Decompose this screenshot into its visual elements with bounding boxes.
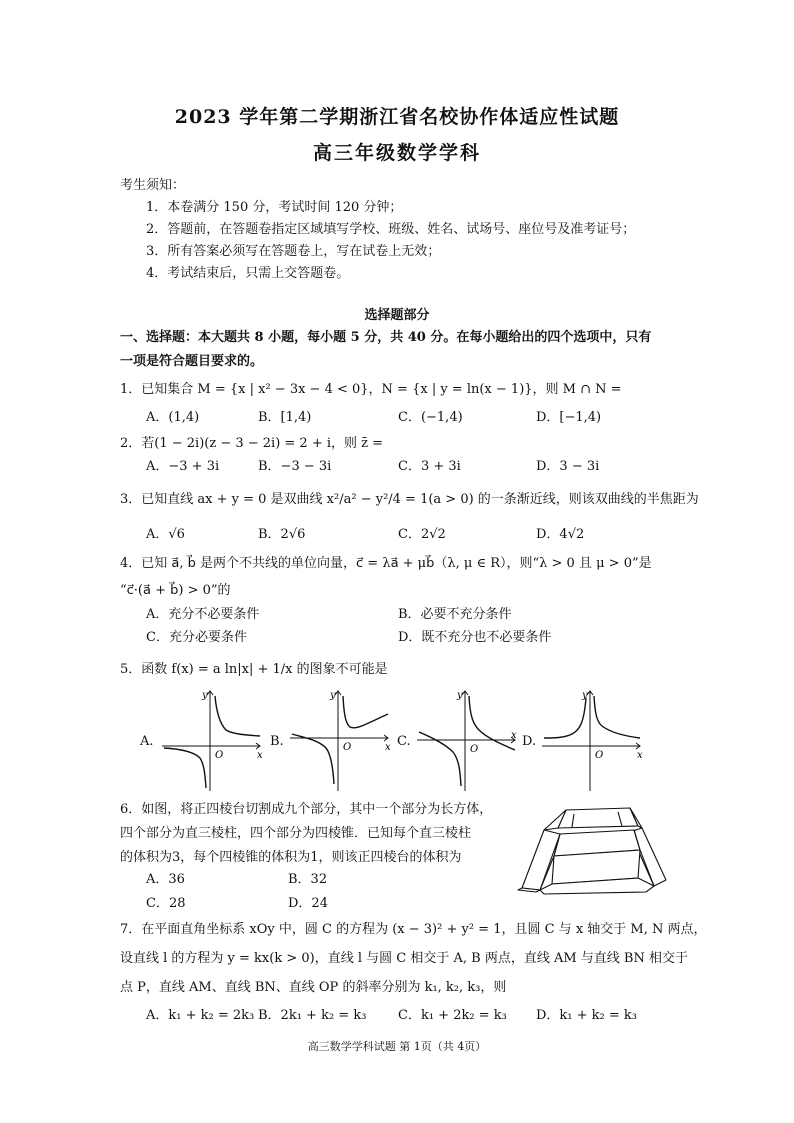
q6-option-b: B．32 — [288, 872, 328, 887]
graph-c-axis-x: x — [511, 730, 517, 741]
q3-option-c: C．2√2 — [398, 527, 446, 542]
graph-b-axis-x: x — [385, 742, 391, 753]
q3-option-d: D．4√2 — [536, 527, 585, 542]
graph-a-axis-x: x — [257, 750, 263, 761]
q3-option-b: B．2√6 — [258, 527, 306, 542]
q5-graph-a — [160, 688, 265, 793]
graph-d-origin: O — [595, 750, 604, 761]
q7-option-d: D．k₁ + k₂ = k₃ — [536, 1008, 638, 1023]
question-3-stem: 3．已知直线 ax + y = 0 是双曲线 x²/a² − y²/4 = 1(a > 0) 的一条渐近线，则该双曲线的半焦距为 — [120, 492, 699, 507]
page-footer: 高三数学学科试题 第 1页（共 4页） — [307, 1040, 487, 1053]
question-6-stem: 四个部分为直三棱柱，四个部分为四棱锥．已知每个直三棱柱 — [120, 826, 472, 841]
q3-option-a: A．√6 — [146, 527, 185, 542]
question-7-stem: 7．在平面直角坐标系 xOy 中，圆 C 的方程为 (x − 3)² + y² = 1，且圆 C 与 x 轴交于 M, N 两点， — [120, 922, 707, 937]
q6-option-a: A．36 — [146, 872, 185, 887]
graph-d-axis-y: y — [582, 690, 588, 701]
graph-a-origin: O — [215, 750, 224, 761]
q1-option-d: D．[−1,4) — [536, 410, 602, 425]
question-4-stem: 4．已知 a⃗, b⃗ 是两个不共线的单位向量，c⃗ = λa⃗ + μb⃗（λ, μ ∈ R），则“λ > 0 且 μ > 0”是 — [120, 556, 652, 571]
q6-option-c: C．28 — [146, 896, 186, 911]
q2-option-c: C．3 + 3i — [398, 459, 461, 474]
q4-option-b: B．必要不充分条件 — [398, 607, 512, 622]
q4-option-d: D．既不充分也不必要条件 — [398, 630, 552, 645]
question-1-stem: 1．已知集合 M = {x | x² − 3x − 4 < 0}，N = {x | y = ln(x − 1)}，则 M ∩ N = — [120, 382, 622, 397]
graph-b-origin: O — [343, 742, 352, 753]
notice-item: 3．所有答案必须写在答题卷上，写在试卷上无效； — [146, 244, 441, 259]
page-title: 2023 学年第二学期浙江省名校协作体适应性试题 — [174, 106, 620, 128]
q1-option-b: B．[1,4) — [258, 410, 312, 425]
graph-d-axis-x: x — [637, 750, 643, 761]
question-6-stem: 6．如图，将正四棱台切割成九个部分，其中一个部分为长方体， — [120, 802, 493, 817]
q5-option-c: C. — [397, 734, 411, 749]
q6-option-d: D．24 — [288, 896, 328, 911]
q5-option-b: B. — [270, 734, 284, 749]
q2-option-a: A．−3 + 3i — [146, 459, 220, 474]
section-intro: 一项是符合题目要求的。 — [120, 354, 264, 369]
section-title: 选择题部分 — [364, 308, 430, 323]
q5-graph-d — [540, 688, 645, 793]
question-7-stem: 设直线 l 的方程为 y = kx(k > 0)，直线 l 与圆 C 相交于 A, B 两点，直线 AM 与直线 BN 相交于 — [120, 951, 688, 966]
q7-option-b: B．2k₁ + k₂ = k₃ — [258, 1008, 367, 1023]
question-4-stem-2: “c⃗·(a⃗ + b⃗) > 0”的 — [120, 583, 231, 598]
graph-c-axis-y: y — [457, 690, 463, 701]
q5-graph-b — [288, 688, 393, 793]
section-intro: 一、选择题：本大题共 8 小题，每小题 5 分，共 40 分。在每小题给出的四个选项中，只有 — [120, 330, 652, 345]
question-2-stem: 2．若(1 − 2i)(z − 3 − 2i) = 2 + i，则 z̄ = — [120, 436, 384, 451]
question-6-stem: 的体积为3，每个四棱锥的体积为1，则该正四棱台的体积为 — [120, 850, 462, 865]
question-5-stem: 5．函数 f(x) = a ln|x| + 1/x 的图象不可能是 — [120, 662, 388, 677]
q4-option-a: A．充分不必要条件 — [146, 607, 260, 622]
frustum-figure — [514, 800, 674, 895]
q2-option-d: D．3 − 3i — [536, 459, 600, 474]
q2-option-b: B．−3 − 3i — [258, 459, 332, 474]
q1-option-a: A．(1,4) — [146, 410, 200, 425]
q7-option-c: C．k₁ + 2k₂ = k₃ — [398, 1008, 507, 1023]
notice-item: 4．考试结束后，只需上交答题卷。 — [146, 266, 350, 281]
q5-option-d: D. — [522, 734, 537, 749]
q5-graph-c — [415, 688, 520, 793]
notice-heading: 考生须知： — [120, 178, 186, 193]
q1-option-c: C．(−1,4) — [398, 410, 463, 425]
q5-option-a: A. — [140, 734, 154, 749]
q7-option-a: A．k₁ + k₂ = 2k₃ — [146, 1008, 255, 1023]
notice-item: 2．答题前，在答题卷指定区域填写学校、班级、姓名、试场号、座位号及准考证号； — [146, 222, 636, 237]
graph-a-axis-y: y — [202, 690, 208, 701]
q4-option-c: C．充分必要条件 — [146, 630, 247, 645]
question-7-stem: 点 P，直线 AM、直线 BN、直线 OP 的斜率分别为 k₁, k₂, k₃，则 — [120, 980, 507, 995]
graph-c-origin: O — [470, 744, 479, 755]
graph-b-axis-y: y — [330, 690, 336, 701]
notice-item: 1．本卷满分 150 分，考试时间 120 分钟； — [146, 200, 403, 215]
page-subtitle: 高三年级数学学科 — [312, 142, 481, 164]
